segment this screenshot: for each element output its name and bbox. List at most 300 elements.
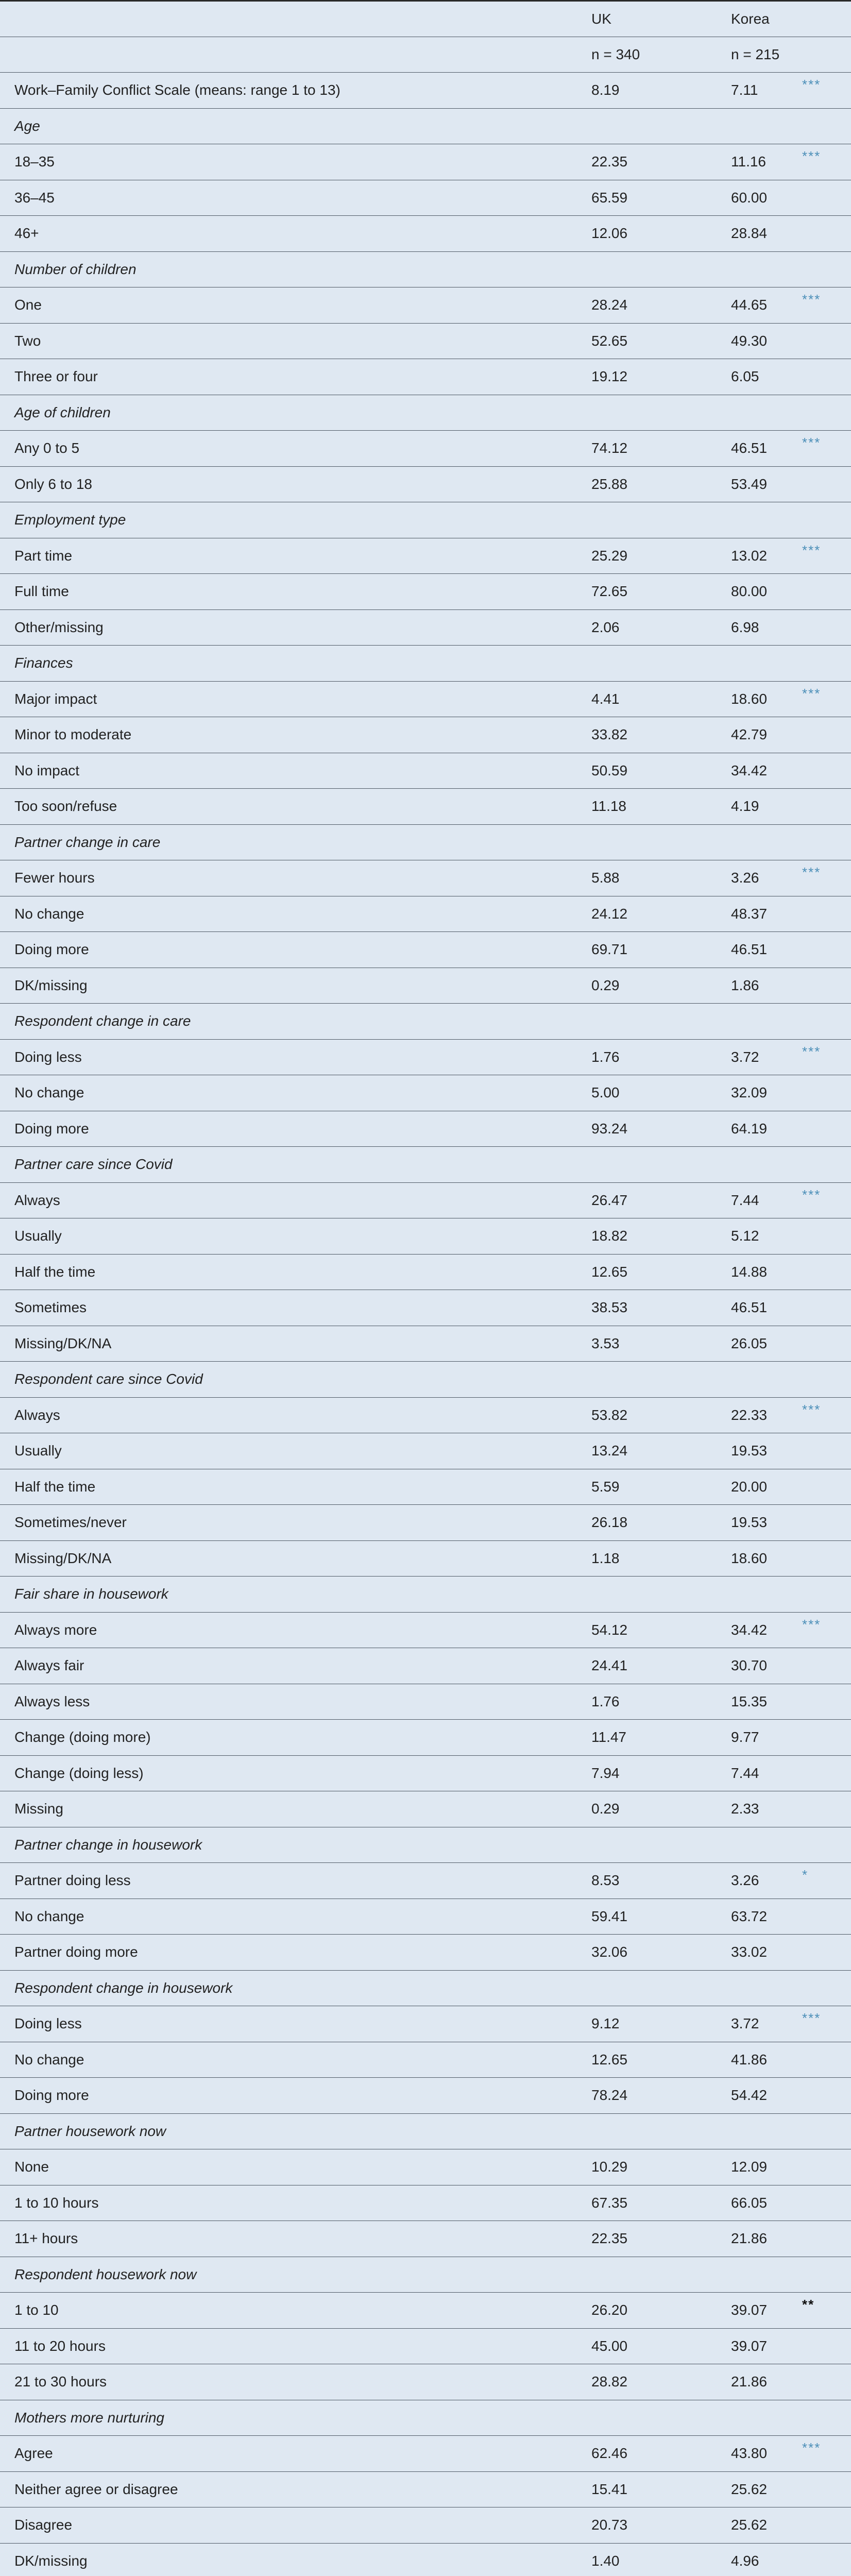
empty-cell [802,502,851,538]
uk-value: 26.47 [590,1182,730,1218]
table-row [0,2364,851,2400]
significance-marker [802,2042,851,2078]
significance-marker [802,932,851,968]
row-label: Any 0 to 5 [0,431,590,467]
row-label: Missing [0,1791,590,1827]
significance-marker [802,1290,851,1326]
table-row [0,2185,851,2221]
significance-marker: * [802,1863,851,1899]
empty-cell [590,1970,730,2006]
empty-cell [590,2257,730,2293]
korea-value: 3.72 [730,1039,802,1075]
table-row [0,2221,851,2257]
korea-value: 18.60 [730,1540,802,1577]
empty-cell [802,2400,851,2436]
uk-value: 26.18 [590,1505,730,1541]
korea-value: 42.79 [730,717,802,753]
korea-value: 5.12 [730,1218,802,1255]
sample-size-sig-cell [802,37,851,73]
table-row [0,2436,851,2472]
row-label: No change [0,2042,590,2078]
row-label: Always [0,1397,590,1433]
significance-marker: *** [802,1397,851,1433]
row-label: Always less [0,1684,590,1720]
section-label: Partner change in care [0,824,590,860]
korea-value: 6.98 [730,609,802,646]
table-row [0,789,851,825]
significance-marker [802,789,851,825]
korea-value: 2.33 [730,1791,802,1827]
empty-cell [730,2113,802,2149]
table-row [0,717,851,753]
row-label: No change [0,1899,590,1935]
row-label: 18–35 [0,144,590,180]
table-row [0,1791,851,1827]
row-label: Other/missing [0,609,590,646]
section-header-row [0,395,851,431]
section-header-row [0,1147,851,1183]
korea-value: 34.42 [730,753,802,789]
significance-marker [802,216,851,252]
korea-value: 7.44 [730,1755,802,1791]
row-label: Doing more [0,1111,590,1147]
empty-cell [590,2400,730,2436]
empty-cell [730,1147,802,1183]
korea-value: 9.77 [730,1720,802,1756]
uk-value: 12.65 [590,1254,730,1290]
significance-marker [802,1433,851,1469]
table-row [0,1182,851,1218]
table-row [0,932,851,968]
section-header-row [0,251,851,287]
row-label: DK/missing [0,2543,590,2576]
korea-value: 25.62 [730,2507,802,2544]
significance-marker [802,1791,851,1827]
empty-cell [802,251,851,287]
uk-value: 22.35 [590,144,730,180]
row-label: Two [0,323,590,359]
uk-value: 12.06 [590,216,730,252]
row-label: One [0,287,590,324]
significance-marker [802,717,851,753]
section-header-row [0,1004,851,1040]
empty-cell [802,2257,851,2293]
uk-value: 9.12 [590,2006,730,2042]
korea-value: 63.72 [730,1899,802,1935]
uk-value: 26.20 [590,2293,730,2329]
uk-value: 11.18 [590,789,730,825]
section-label: Respondent care since Covid [0,1362,590,1398]
header-korea: Korea [730,1,802,37]
significance-marker: *** [802,2436,851,2472]
row-label: Too soon/refuse [0,789,590,825]
empty-cell [590,1577,730,1613]
section-label: Finances [0,646,590,682]
table-row [0,323,851,359]
table-row [0,609,851,646]
row-label: Neither agree or disagree [0,2471,590,2507]
empty-cell [802,1577,851,1613]
header-empty-cell [0,1,590,37]
significance-marker [802,323,851,359]
significance-marker [802,1218,851,1255]
korea-value: 7.44 [730,1182,802,1218]
table-row [0,1039,851,1075]
sample-size-row [0,37,851,73]
empty-cell [730,395,802,431]
empty-cell [730,1362,802,1398]
table-row [0,1540,851,1577]
korea-value: 80.00 [730,574,802,610]
empty-cell [730,1827,802,1863]
empty-cell [590,1147,730,1183]
row-label: 36–45 [0,180,590,216]
table-row [0,1648,851,1684]
table-row [0,1469,851,1505]
uk-value: 93.24 [590,1111,730,1147]
row-label: No change [0,896,590,932]
section-label: Respondent housework now [0,2257,590,2293]
row-label: Disagree [0,2507,590,2544]
table-row [0,1218,851,1255]
significance-marker [802,2471,851,2507]
korea-value: 41.86 [730,2042,802,2078]
korea-value: 18.60 [730,681,802,717]
section-header-row [0,502,851,538]
korea-value: 28.84 [730,216,802,252]
table-row [0,2149,851,2185]
row-label: Half the time [0,1469,590,1505]
significance-marker [802,1720,851,1756]
empty-cell [590,1004,730,1040]
table-row [0,180,851,216]
table-row [0,1075,851,1111]
empty-cell [590,2113,730,2149]
table-row [0,1755,851,1791]
significance-marker [802,1684,851,1720]
uk-value: 69.71 [590,932,730,968]
significance-marker [802,2149,851,2185]
row-label: Fewer hours [0,860,590,896]
korea-value: 25.62 [730,2471,802,2507]
korea-value: 49.30 [730,323,802,359]
uk-value: 28.24 [590,287,730,324]
significance-marker [802,466,851,502]
korea-value: 30.70 [730,1648,802,1684]
uk-value: 13.24 [590,1433,730,1469]
section-label: Age [0,108,590,144]
korea-value: 44.65 [730,287,802,324]
uk-value: 8.19 [590,73,730,109]
empty-cell [802,395,851,431]
korea-value: 4.96 [730,2543,802,2576]
korea-value: 12.09 [730,2149,802,2185]
korea-value: 21.86 [730,2221,802,2257]
empty-cell [802,824,851,860]
row-label: Missing/DK/NA [0,1326,590,1362]
empty-cell [730,824,802,860]
section-header-row [0,646,851,682]
section-header-row [0,108,851,144]
section-label: Number of children [0,251,590,287]
section-label: Partner housework now [0,2113,590,2149]
significance-marker: ** [802,2293,851,2329]
empty-cell [590,395,730,431]
significance-marker: *** [802,287,851,324]
n-korea: n = 215 [730,37,802,73]
row-label: Usually [0,1433,590,1469]
empty-cell [730,1004,802,1040]
korea-value: 13.02 [730,538,802,574]
empty-cell [802,2113,851,2149]
row-label: Half the time [0,1254,590,1290]
table-row [0,1612,851,1648]
korea-value: 33.02 [730,1935,802,1971]
empty-cell [802,1970,851,2006]
table-row [0,681,851,717]
significance-marker [802,1648,851,1684]
uk-value: 50.59 [590,753,730,789]
table-row [0,2471,851,2507]
table-row [0,1899,851,1935]
uk-value: 4.41 [590,681,730,717]
section-header-row [0,1577,851,1613]
significance-marker: *** [802,1039,851,1075]
korea-value: 1.86 [730,968,802,1004]
significance-marker [802,2328,851,2364]
significance-marker: *** [802,431,851,467]
row-label: Missing/DK/NA [0,1540,590,1577]
table-row [0,538,851,574]
uk-value: 54.12 [590,1612,730,1648]
row-label: 21 to 30 hours [0,2364,590,2400]
empty-cell [802,1147,851,1183]
uk-value: 59.41 [590,1899,730,1935]
row-label: Usually [0,1218,590,1255]
row-label: Sometimes [0,1290,590,1326]
row-label: No impact [0,753,590,789]
uk-value: 1.18 [590,1540,730,1577]
uk-value: 11.47 [590,1720,730,1756]
section-label: Respondent change in care [0,1004,590,1040]
row-label: 1 to 10 hours [0,2185,590,2221]
uk-value: 62.46 [590,2436,730,2472]
significance-marker [802,968,851,1004]
significance-marker [802,609,851,646]
row-label: Always more [0,1612,590,1648]
significance-marker [802,2185,851,2221]
significance-marker: *** [802,2006,851,2042]
empty-cell [590,108,730,144]
table-row [0,2507,851,2544]
significance-marker [802,2078,851,2114]
row-label: Full time [0,574,590,610]
significance-marker [802,180,851,216]
section-header-row [0,1362,851,1398]
significance-marker [802,1111,851,1147]
empty-cell [730,1970,802,2006]
significance-marker [802,2543,851,2576]
row-label: 46+ [0,216,590,252]
empty-cell [590,646,730,682]
significance-marker [802,1505,851,1541]
significance-marker: *** [802,538,851,574]
uk-value: 19.12 [590,359,730,395]
significance-marker [802,1540,851,1577]
uk-value: 22.35 [590,2221,730,2257]
uk-value: 72.65 [590,574,730,610]
korea-value: 3.26 [730,1863,802,1899]
uk-value: 3.53 [590,1326,730,1362]
significance-marker: *** [802,860,851,896]
table-row [0,1720,851,1756]
row-label: Partner doing less [0,1863,590,1899]
section-label: Age of children [0,395,590,431]
uk-value: 5.59 [590,1469,730,1505]
empty-cell [730,251,802,287]
uk-value: 67.35 [590,2185,730,2221]
korea-value: 20.00 [730,1469,802,1505]
header-uk: UK [590,1,730,37]
uk-value: 0.29 [590,968,730,1004]
section-label: Mothers more nurturing [0,2400,590,2436]
empty-cell [730,1577,802,1613]
table-row [0,1863,851,1899]
significance-marker: *** [802,1612,851,1648]
korea-value: 64.19 [730,1111,802,1147]
uk-value: 12.65 [590,2042,730,2078]
row-label: Work–Family Conflict Scale (means: range 1 to 13) [0,73,590,109]
table-row [0,860,851,896]
significance-marker [802,574,851,610]
table-row [0,1111,851,1147]
significance-marker [802,1326,851,1362]
uk-value: 33.82 [590,717,730,753]
row-label: Always fair [0,1648,590,1684]
table-row [0,1397,851,1433]
uk-value: 5.88 [590,860,730,896]
n-uk: n = 340 [590,37,730,73]
korea-value: 54.42 [730,2078,802,2114]
section-header-row [0,1827,851,1863]
uk-value: 45.00 [590,2328,730,2364]
section-label: Partner care since Covid [0,1147,590,1183]
row-label: Agree [0,2436,590,2472]
row-label: Doing less [0,2006,590,2042]
empty-cell [802,1362,851,1398]
uk-value: 32.06 [590,1935,730,1971]
table-row [0,574,851,610]
significance-marker [802,2507,851,2544]
table-row [0,1290,851,1326]
korea-value: 6.05 [730,359,802,395]
header-row [0,1,851,37]
uk-value: 53.82 [590,1397,730,1433]
uk-value: 65.59 [590,180,730,216]
korea-value: 14.88 [730,1254,802,1290]
empty-cell [590,251,730,287]
korea-value: 11.16 [730,144,802,180]
table-row [0,753,851,789]
uk-value: 52.65 [590,323,730,359]
significance-marker: *** [802,1182,851,1218]
uk-value: 24.41 [590,1648,730,1684]
row-label: Change (doing less) [0,1755,590,1791]
section-label: Partner change in housework [0,1827,590,1863]
empty-cell [590,1362,730,1398]
row-label: DK/missing [0,968,590,1004]
uk-value: 20.73 [590,2507,730,2544]
korea-value: 3.26 [730,860,802,896]
significance-marker [802,1899,851,1935]
section-label: Fair share in housework [0,1577,590,1613]
significance-marker: *** [802,681,851,717]
empty-cell [730,2400,802,2436]
korea-value: 21.86 [730,2364,802,2400]
uk-value: 78.24 [590,2078,730,2114]
empty-cell [730,502,802,538]
korea-value: 26.05 [730,1326,802,1362]
korea-value: 19.53 [730,1433,802,1469]
korea-value: 32.09 [730,1075,802,1111]
table-row [0,73,851,109]
uk-value: 1.76 [590,1684,730,1720]
row-label: Only 6 to 18 [0,466,590,502]
significance-marker: *** [802,144,851,180]
empty-cell [802,646,851,682]
korea-value: 7.11 [730,73,802,109]
korea-value: 43.80 [730,2436,802,2472]
row-label: 1 to 10 [0,2293,590,2329]
row-label: Sometimes/never [0,1505,590,1541]
table-row [0,431,851,467]
table-body [0,1,851,2576]
table-row [0,896,851,932]
table-row [0,466,851,502]
uk-value: 0.29 [590,1791,730,1827]
empty-cell [730,108,802,144]
significance-marker [802,1755,851,1791]
uk-value: 38.53 [590,1290,730,1326]
empty-cell [590,1827,730,1863]
row-label: Doing more [0,2078,590,2114]
empty-cell [730,2257,802,2293]
korea-value: 46.51 [730,431,802,467]
table-row [0,359,851,395]
sample-size-empty-cell [0,37,590,73]
korea-value: 22.33 [730,1397,802,1433]
uk-value: 25.29 [590,538,730,574]
uk-value: 1.40 [590,2543,730,2576]
uk-value: 10.29 [590,2149,730,2185]
row-label: Doing more [0,932,590,968]
empty-cell [802,1827,851,1863]
uk-value: 2.06 [590,609,730,646]
header-sig-cell [802,1,851,37]
significance-marker [802,2364,851,2400]
empty-cell [802,108,851,144]
significance-marker [802,1469,851,1505]
korea-value: 60.00 [730,180,802,216]
section-label: Respondent change in housework [0,1970,590,2006]
table-row [0,968,851,1004]
uk-value: 8.53 [590,1863,730,1899]
row-label: 11+ hours [0,2221,590,2257]
row-label: Partner doing more [0,1935,590,1971]
table-row [0,287,851,324]
empty-cell [590,502,730,538]
korea-value: 4.19 [730,789,802,825]
